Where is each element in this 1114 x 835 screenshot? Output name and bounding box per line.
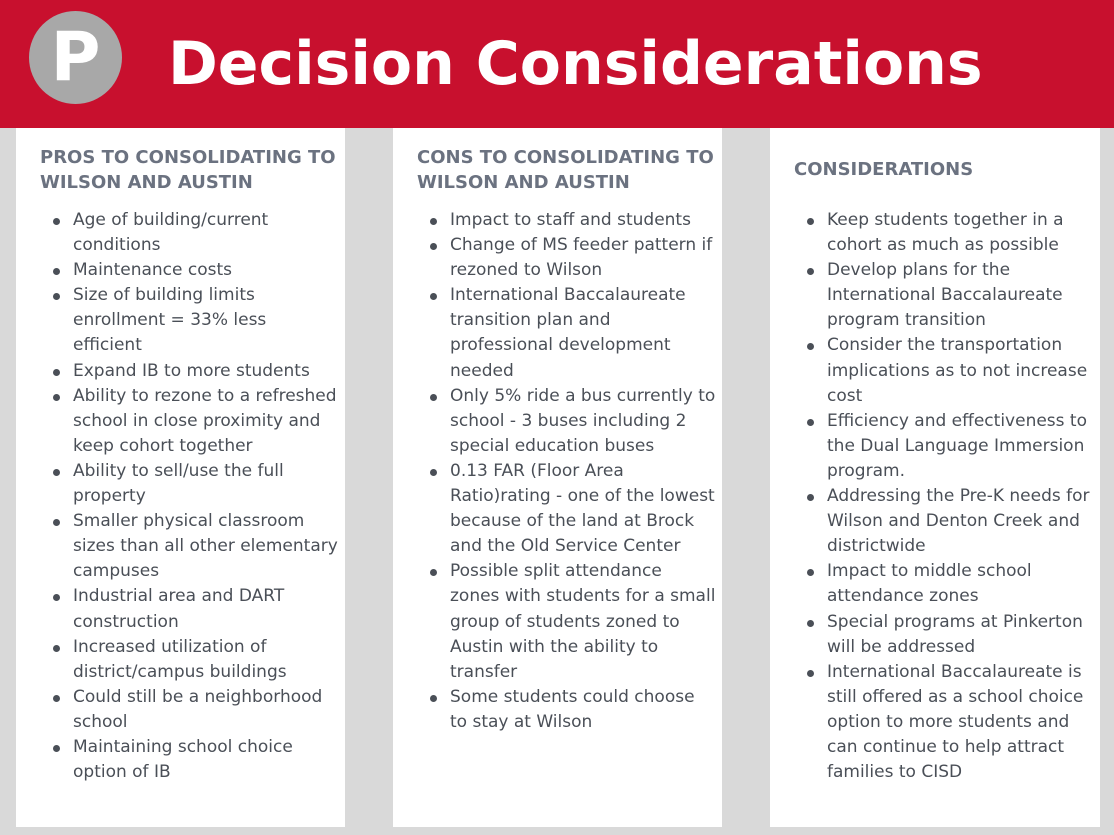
list-item bbox=[770, 258, 1100, 333]
considerations-column bbox=[770, 128, 1100, 827]
list-item bbox=[16, 359, 345, 384]
bullet-icon bbox=[430, 394, 437, 401]
list-item bbox=[393, 384, 722, 459]
pros-heading: PROS TO CONSOLIDATING TO WILSON AND AUSTIN bbox=[40, 147, 336, 193]
list-item bbox=[16, 685, 345, 735]
considerations-heading: CONSIDERATIONS bbox=[794, 159, 974, 180]
header-banner bbox=[0, 0, 1114, 128]
bullet-icon bbox=[53, 695, 60, 702]
bullet-icon bbox=[53, 645, 60, 652]
list-item-text: Special programs at Pinkerton will be addressed bbox=[827, 611, 1083, 657]
list-item bbox=[393, 233, 722, 283]
list-item-text: Addressing the Pre-K needs for Wilson and Denton Creek and districtwide bbox=[827, 486, 1090, 557]
list-item-text: Ability to sell/use the full property bbox=[73, 460, 284, 507]
list-item-text: Possible split attendance zones with students for a small group of students zoned to Austin with the ability to transfer bbox=[450, 561, 716, 682]
cons-heading: CONS TO CONSOLIDATING TO WILSON AND AUSTIN bbox=[417, 147, 714, 193]
bullet-icon bbox=[430, 218, 437, 225]
list-item-text: Maintenance costs bbox=[73, 260, 233, 281]
bullet-icon bbox=[807, 494, 814, 501]
bullet-icon bbox=[53, 268, 60, 275]
list-item bbox=[770, 484, 1100, 559]
bullet-icon bbox=[430, 469, 437, 476]
list-item-text: Could still be a neighborhood school bbox=[73, 686, 323, 732]
list-item-text: 0.13 FAR (Floor Area Ratio)rating - one of the lowest because of the land at Brock and the Old Service Center bbox=[450, 460, 715, 557]
list-item-text: Industrial area and DART construction bbox=[73, 586, 285, 632]
bullet-icon bbox=[53, 594, 60, 601]
list-item-text: Maintaining school choice option of IB bbox=[73, 736, 293, 783]
bullet-icon bbox=[430, 293, 437, 300]
bullet-icon bbox=[53, 394, 60, 401]
list-item bbox=[16, 635, 345, 685]
list-item bbox=[770, 409, 1100, 484]
p-badge-icon: P bbox=[29, 11, 122, 104]
list-item bbox=[16, 208, 345, 258]
bullet-icon bbox=[807, 670, 814, 677]
list-item bbox=[770, 333, 1100, 408]
pros-list bbox=[16, 208, 345, 785]
list-item-text: Age of building/current conditions bbox=[73, 210, 269, 256]
list-item bbox=[16, 735, 345, 785]
list-item bbox=[393, 685, 722, 735]
bullet-icon bbox=[807, 620, 814, 627]
list-item-text: Only 5% ride a bus currently to school - 3 buses including 2 special education buses bbox=[450, 385, 716, 456]
bullet-icon bbox=[53, 519, 60, 526]
list-item-text: Impact to staff and students bbox=[450, 210, 691, 230]
bullet-icon bbox=[53, 745, 60, 752]
bullet-icon bbox=[807, 343, 814, 350]
bullet-icon bbox=[53, 218, 60, 225]
list-item bbox=[770, 660, 1100, 785]
list-item bbox=[770, 559, 1100, 609]
bullet-icon bbox=[430, 569, 437, 576]
list-item-text: International Baccalaureate transition plan and professional development needed bbox=[450, 285, 686, 381]
list-item-text: Efficiency and effectiveness to the Dual Language Immersion program. bbox=[827, 410, 1087, 481]
list-item-text: Develop plans for the International Baccalaureate program transition bbox=[827, 260, 1063, 331]
list-item-text: Change of MS feeder pattern if rezoned to Wilson bbox=[450, 235, 713, 281]
list-item-text: Smaller physical classroom sizes than all other elementary campuses bbox=[73, 511, 338, 582]
bullet-icon bbox=[807, 419, 814, 426]
bullet-icon bbox=[53, 369, 60, 376]
list-item bbox=[393, 559, 722, 684]
list-item bbox=[16, 283, 345, 358]
bullet-icon bbox=[53, 469, 60, 476]
list-item bbox=[16, 584, 345, 634]
bullet-icon bbox=[807, 268, 814, 275]
list-item bbox=[16, 384, 345, 459]
list-item bbox=[16, 509, 345, 584]
list-item-text: Some students could choose to stay at Wilson bbox=[450, 686, 695, 732]
considerations-list bbox=[770, 208, 1100, 785]
list-item-text: Ability to rezone to a refreshed school in close proximity and keep cohort together bbox=[73, 385, 337, 456]
list-item bbox=[16, 258, 345, 283]
list-item-text: Keep students together in a cohort as much as possible bbox=[827, 210, 1064, 256]
bullet-icon bbox=[53, 293, 60, 300]
list-item-text: Expand IB to more students bbox=[73, 360, 310, 381]
cons-column bbox=[393, 128, 722, 827]
list-item bbox=[770, 208, 1100, 258]
page-title: Decision Considerations bbox=[168, 29, 983, 99]
list-item bbox=[393, 208, 722, 233]
bullet-icon bbox=[430, 243, 437, 250]
list-item-text: Size of building limits enrollment = 33% less efficient bbox=[73, 285, 267, 356]
list-item-text: Impact to middle school attendance zones bbox=[827, 561, 1032, 607]
cons-list bbox=[393, 208, 722, 735]
list-item bbox=[393, 459, 722, 559]
pros-column bbox=[16, 128, 345, 827]
list-item bbox=[770, 610, 1100, 660]
list-item-text: Increased utilization of district/campus buildings bbox=[73, 636, 287, 682]
bullet-icon bbox=[807, 218, 814, 225]
list-item-text: International Baccalaureate is still offered as a school choice option to more students and can continue to help attract families to CISD bbox=[827, 661, 1084, 783]
list-item bbox=[393, 283, 722, 383]
bullet-icon bbox=[807, 569, 814, 576]
bullet-icon bbox=[430, 695, 437, 702]
list-item bbox=[16, 459, 345, 509]
list-item-text: Consider the transportation implications as to not increase cost bbox=[827, 335, 1088, 406]
